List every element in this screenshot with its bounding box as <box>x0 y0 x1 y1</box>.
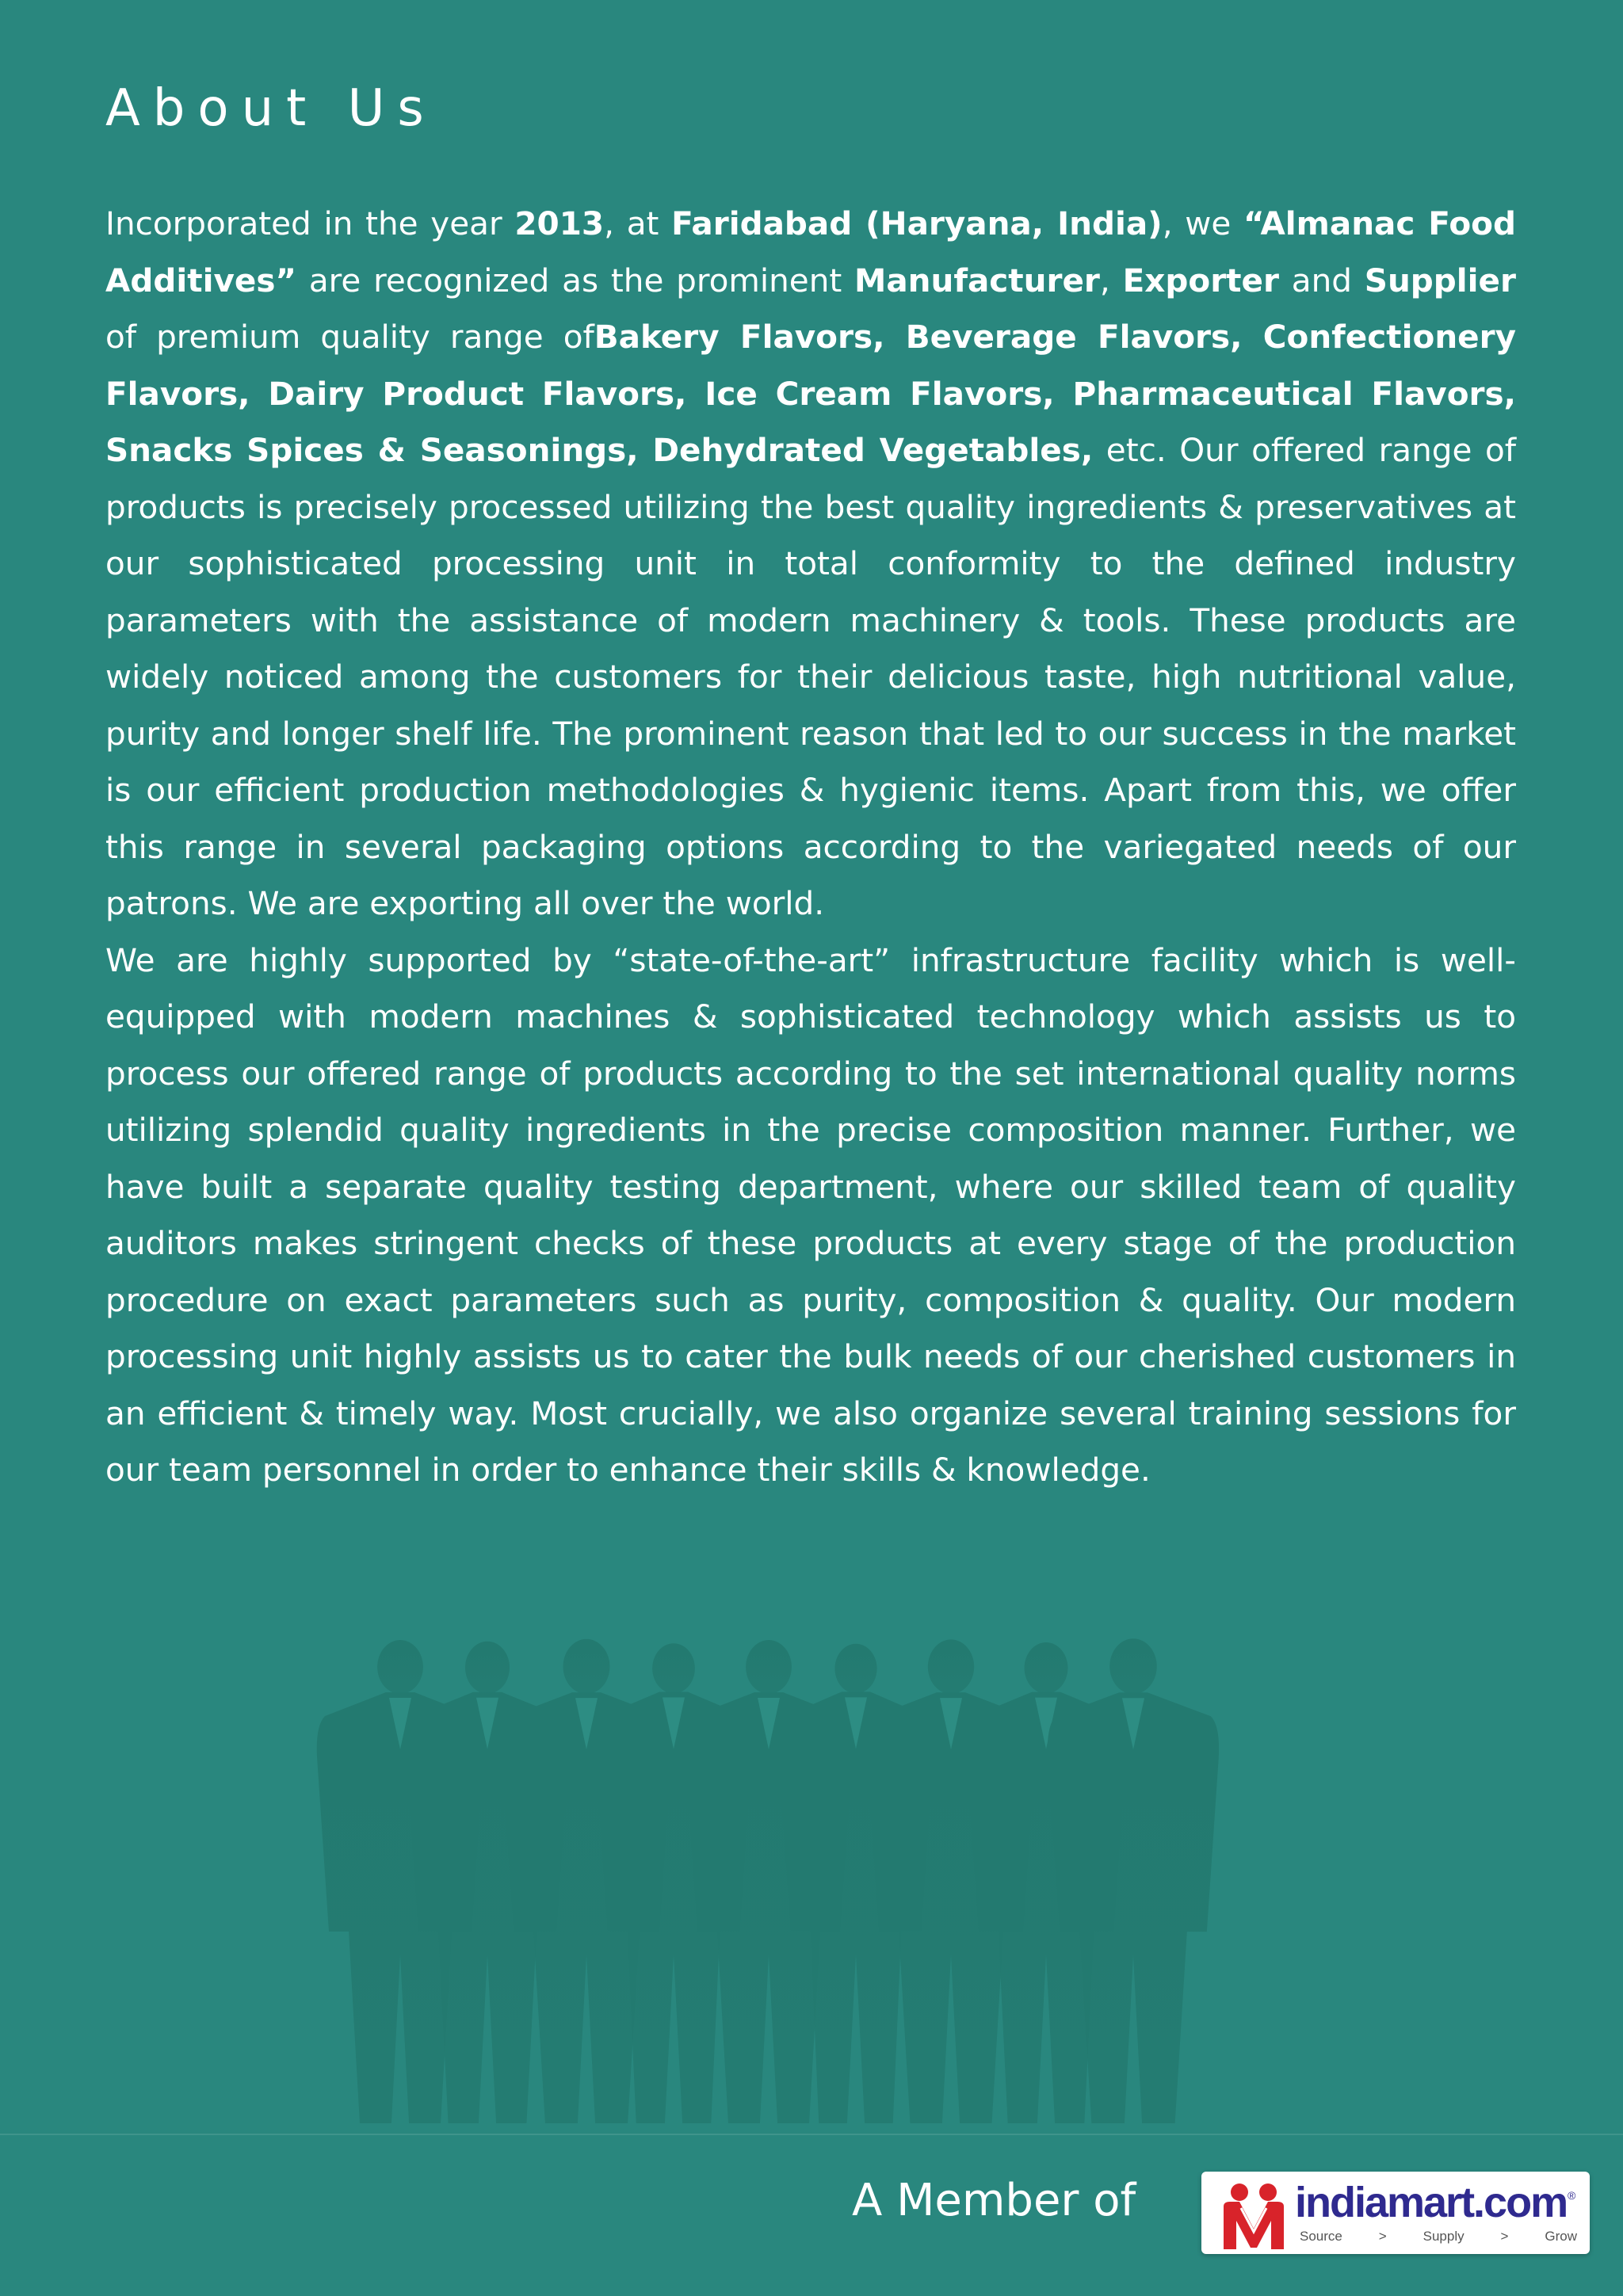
indiamart-wordmark: indiamart.com <box>1295 2179 1568 2226</box>
role-manufacturer: Manufacturer <box>854 261 1100 299</box>
text-segment: , <box>1099 261 1123 299</box>
indiamart-logo[interactable] <box>1201 2172 1590 2254</box>
logo-tagline <box>1300 2229 1577 2245</box>
founding-year: 2013 <box>514 204 605 242</box>
registered-mark: ® <box>1568 2189 1576 2202</box>
intro-paragraph <box>105 196 1516 933</box>
indiamart-m-icon <box>1216 2180 1304 2251</box>
infrastructure-paragraph: We are highly supported by “state-of-the-art” infrastructure facility which is well-equipped with modern machines & sophisticated technology which assists us to process our offered range of products according to the set international quality norms utilizing splendid quality ingredients in the precise composition manner. Further, we have built a separate quality testing department, where our skilled team of quality auditors makes stringent checks of these products at every stage of the production procedure on exact parameters such as purity, composition & quality. Our modern processing unit highly assists us to cater the bulk needs of our cherished customers in an efficient & timely way. Most crucially, we also organize several training sessions for our team personnel in order to enhance their skills & knowledge. <box>105 940 1516 1489</box>
text-segment: Incorporated in the year <box>105 204 515 242</box>
about-body <box>105 196 1516 1499</box>
company-location: Faridabad (Haryana, India) <box>671 204 1163 242</box>
page-title: About Us <box>105 79 437 138</box>
role-supplier: Supplier <box>1364 261 1516 299</box>
tagline-supply: Supply <box>1423 2229 1465 2244</box>
company-name: “Almanac Food Additives” <box>105 204 1516 299</box>
member-label: A Member of <box>852 2175 1136 2226</box>
tagline-grow: Grow <box>1545 2229 1577 2244</box>
tagline-arrow: > <box>1378 2229 1387 2244</box>
tagline-arrow: > <box>1500 2229 1509 2244</box>
role-exporter: Exporter <box>1122 261 1279 299</box>
business-people-silhouette <box>301 1624 1331 2123</box>
product-list: Bakery Flavors, Beverage Flavors, Confectionery Flavors, Dairy Product Flavors, Ice Cream Flavors, Pharmaceutical Flavors, Snacks Spices & Seasonings, Dehydrated Vegetables, <box>105 318 1516 469</box>
text-segment: and <box>1279 261 1365 299</box>
text-segment: , at <box>604 204 672 242</box>
text-segment: etc. Our offered range of products is precisely processed utilizing the best quality ingredients & preservatives at our sophisticated processing unit in total conformity to the defined industry parameters with the assistance of modern machinery & tools. These products are widely noticed among the customers for their delicious taste, high nutritional value, purity and longer shelf life. The prominent reason that led to our success in the market is our efficient production methodologies & hygienic items. Apart from this, we offer this range in several packaging options according to the variegated needs of our patrons. We are exporting all over the world. <box>105 431 1516 922</box>
text-segment: are recognized as the prominent <box>296 261 855 299</box>
tagline-source: Source <box>1300 2229 1342 2244</box>
text-segment: of premium quality range of <box>105 318 594 356</box>
text-segment: , we <box>1162 204 1244 242</box>
footer-divider <box>0 2134 1623 2135</box>
